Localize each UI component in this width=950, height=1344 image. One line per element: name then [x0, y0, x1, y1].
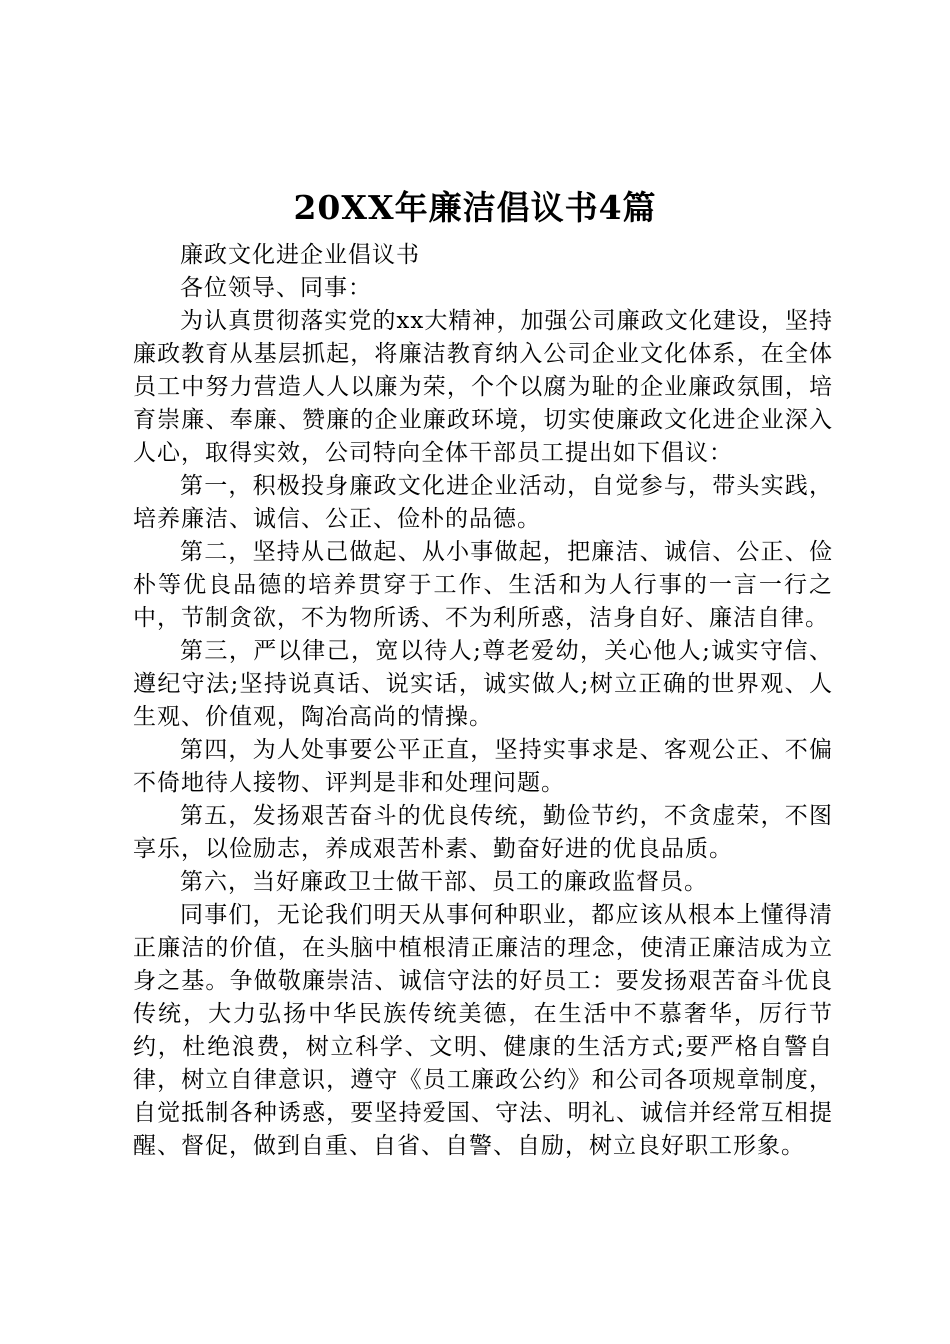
document-body	[133, 239, 833, 1163]
paragraph-point-3: 第三，严以律己，宽以待人;尊老爱幼，关心他人;诚实守信、遵纪守法;坚持说真话、说实话，诚实做人;树立正确的世界观、人生观、价值观，陶冶高尚的情操。	[133, 638, 833, 730]
paragraph-conclusion: 同事们，无论我们明天从事何种职业，都应该从根本上懂得清正廉洁的价值，在头脑中植根清正廉洁的理念，使清正廉洁成为立身之基。争做敬廉崇洁、诚信守法的好员工：要发扬艰苦奋斗优良传统，大力弘扬中华民族传统美德，在生活中不慕奢华，厉行节约，杜绝浪费，树立科学、文明、健康的生活方式;要严格自警自律，树立自律意识，遵守《员工廉政公约》和公司各项规章制度，自觉抵制各种诱惑，要坚持爱国、守法、明礼、诚信并经常互相提醒、督促，做到自重、自省、自警、自励，树立良好职工形象。	[133, 902, 833, 1159]
paragraph-intro: 为认真贯彻落实党的xx大精神，加强公司廉政文化建设，坚持廉政教育从基层抓起，将廉洁教育纳入公司企业文化体系，在全体员工中努力营造人人以廉为荣，个个以腐为耻的企业廉政氛围，培育崇廉、奉廉、赞廉的企业廉政环境，切实使廉政文化进企业深入人心，取得实效，公司特向全体干部员工提出如下倡议：	[133, 308, 833, 466]
paragraph-point-4: 第四，为人处事要公平正直，坚持实事求是、客观公正、不偏不倚地待人接物、评判是非和处理问题。	[133, 737, 833, 796]
paragraph-point-2: 第二，坚持从己做起、从小事做起，把廉洁、诚信、公正、俭朴等优良品德的培养贯穿于工作、生活和为人行事的一言一行之中，节制贪欲，不为物所诱、不为利所惑，洁身自好、廉洁自律。	[133, 539, 833, 631]
paragraph-point-5: 第五，发扬艰苦奋斗的优良传统，勤俭节约，不贪虚荣，不图享乐，以俭励志，养成艰苦朴素、勤奋好进的优良品质。	[133, 803, 833, 862]
paragraph-subtitle: 廉政文化进企业倡议书	[180, 242, 420, 268]
paragraph-salutation: 各位领导、同事：	[180, 275, 372, 301]
paragraph-point-6: 第六，当好廉政卫士做干部、员工的廉政监督员。	[180, 869, 708, 895]
paragraph-point-1: 第一，积极投身廉政文化进企业活动，自觉参与，带头实践，培养廉洁、诚信、公正、俭朴的品德。	[133, 473, 833, 532]
document-title: 20XX年廉洁倡议书4篇	[293, 188, 657, 227]
